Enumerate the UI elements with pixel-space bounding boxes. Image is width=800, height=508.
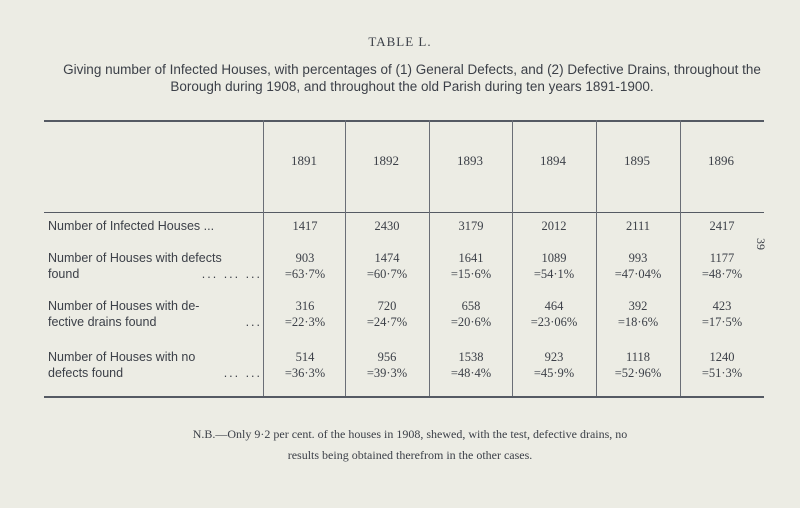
table-cell: 514 =36·3%: [284, 350, 326, 380]
page-number: 39: [754, 238, 768, 250]
row-label-infected-houses: Number of Infected Houses ...: [48, 219, 215, 233]
table-cell: 1177 =48·7%: [701, 251, 743, 281]
column-header-year: 1895: [624, 153, 650, 168]
table-cell: 464 =23·06%: [530, 299, 578, 329]
column-header-year: 1891: [291, 153, 317, 168]
table-cell: 1240 =51·3%: [701, 350, 743, 380]
row-label-defective-drains: Number of Houses with de- fective drains found ...: [48, 299, 262, 329]
table-cell: 2111: [625, 219, 651, 233]
column-header-year: 1892: [373, 153, 399, 168]
table-cell: 956 =39·3%: [366, 350, 408, 380]
table-cell: 1538 =48·4%: [450, 350, 492, 380]
table-title: TABLE L.: [368, 34, 432, 49]
table-cell: 903 =63·7%: [284, 251, 326, 281]
table-cell: 1641 =15·6%: [450, 251, 492, 281]
table-cell: 1474 =60·7%: [366, 251, 408, 281]
table-cell: 1089 =54·1%: [533, 251, 575, 281]
table-cell: 720 =24·7%: [366, 299, 408, 329]
header-rule: [44, 212, 764, 213]
table-cell: 2430: [374, 219, 400, 233]
column-header-year: 1893: [457, 153, 483, 168]
table-cell: 993 =47·04%: [614, 251, 662, 281]
table-cell: 316 =22·3%: [284, 299, 326, 329]
row-label-houses-with-defects: Number of Houses with defects found ... ... ...: [48, 251, 262, 281]
table-cell: 1417: [292, 219, 318, 233]
column-header-year: 1894: [540, 153, 566, 168]
table-cell: 1118 =52·96%: [614, 350, 662, 380]
table-cell: 2417: [709, 219, 735, 233]
table-description: Giving number of Infected Houses, with percentages of (1) General Defects, and (2) Defective Drains, throughout the Borough during 1908, and throughout the old Parish during ten years 1891-1900.: [63, 62, 761, 94]
table-cell: 658 =20·6%: [450, 299, 492, 329]
table-cell: 2012: [541, 219, 567, 233]
column-header-year: 1896: [708, 153, 734, 168]
table-cell: 423 =17·5%: [701, 299, 743, 329]
bottom-rule: [44, 396, 764, 398]
footnote: N.B.—Only 9·2 per cent. of the houses in 1908, shewed, with the test, defective drains, no results being obtained therefrom in the other cases.: [192, 427, 628, 462]
table-cell: 923 =45·9%: [533, 350, 575, 380]
table-cell: 392 =18·6%: [617, 299, 659, 329]
table-cell: 3179: [458, 219, 484, 233]
row-label-no-defects: Number of Houses with no defects found ... ...: [48, 350, 262, 380]
top-rule: [44, 120, 764, 122]
